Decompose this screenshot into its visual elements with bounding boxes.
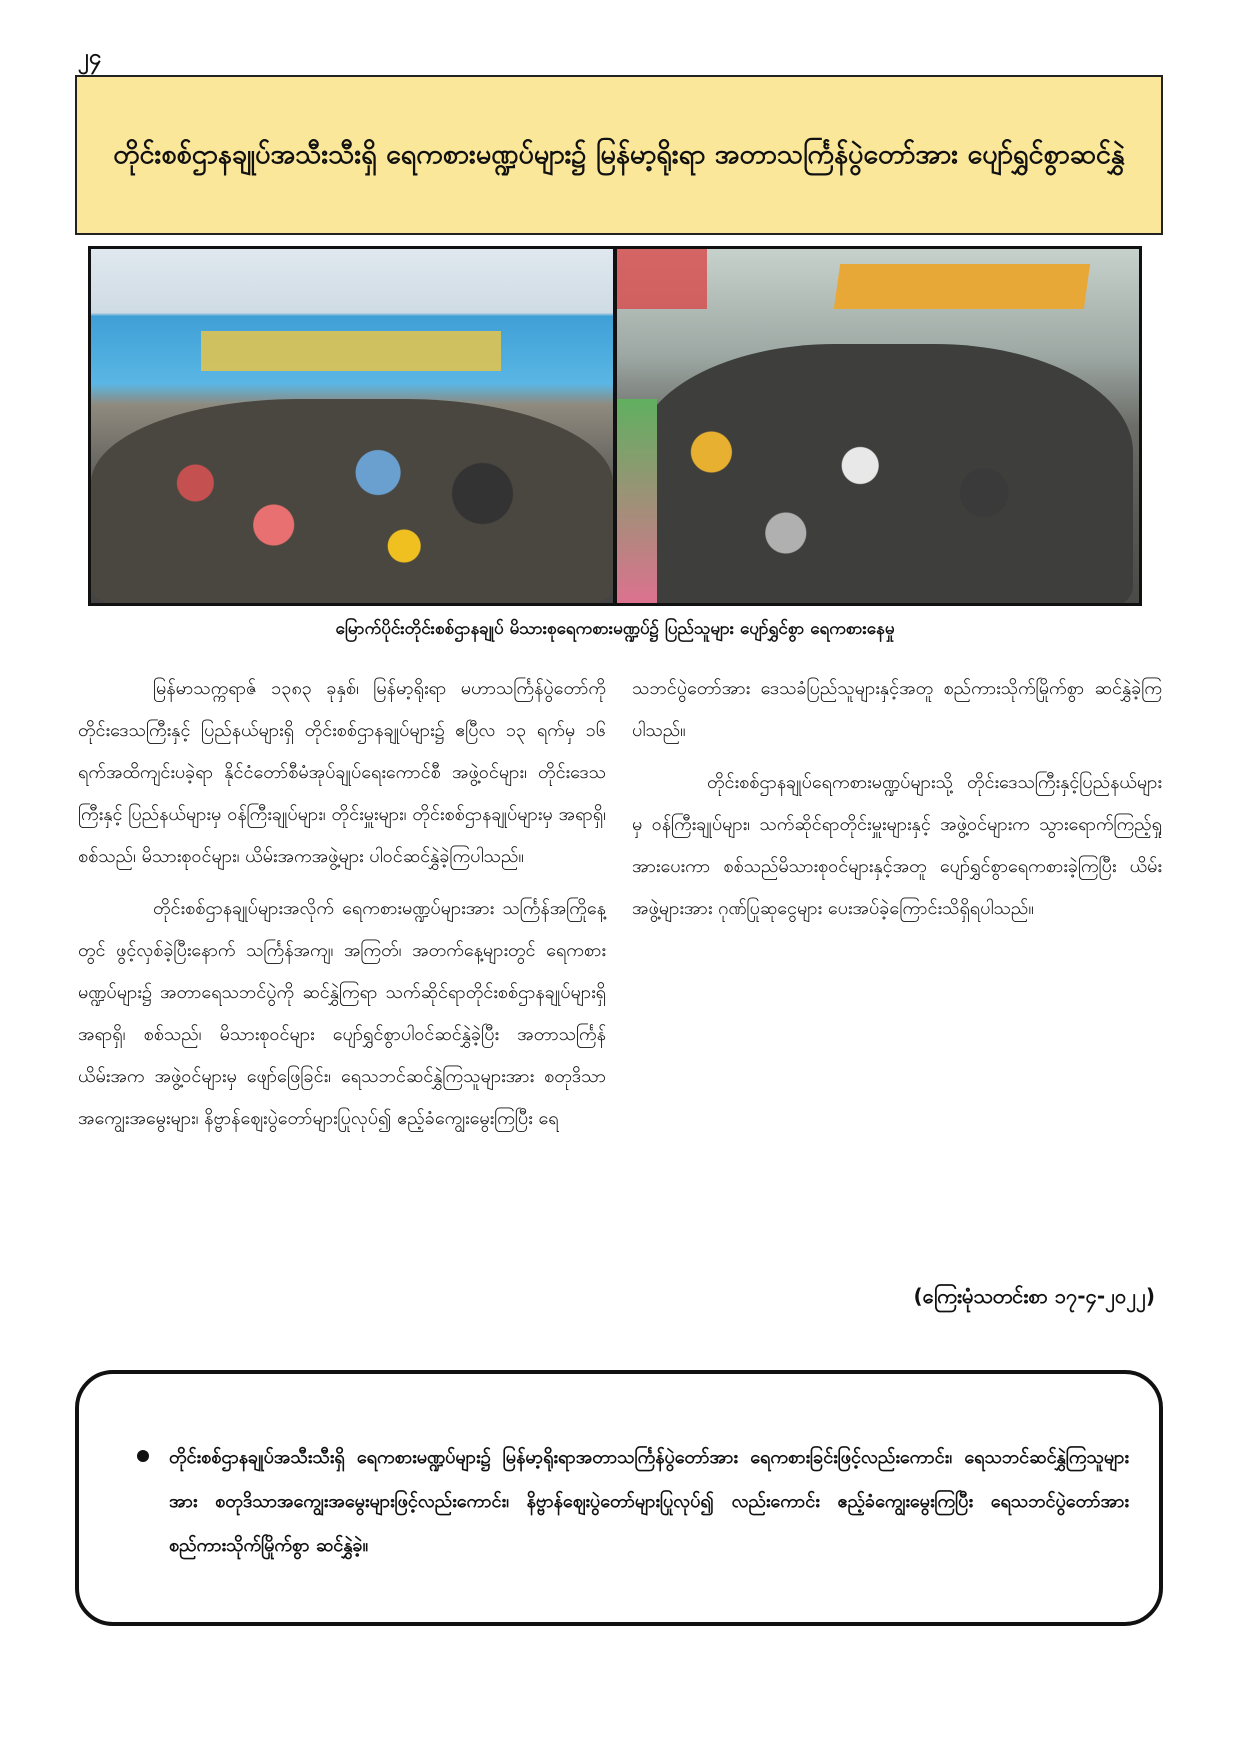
headline: တိုင်းစစ်ဌာနချုပ်အသီးသီးရှိ ရေကစားမဏ္ဍပ်များ၌ မြန်မာ့ရိုးရာ အတာသင်္ကြန်ပွဲတော်အား ပျော်ရွှင်စွာဆင်နွှဲ bbox=[113, 139, 1125, 170]
water-splash-photo bbox=[617, 249, 1139, 603]
article-column-left bbox=[78, 668, 606, 1150]
news-source: (ကြေးမုံသတင်းစာ ၁၇-၄-၂၀၂၂) bbox=[913, 1284, 1155, 1308]
bullet-icon bbox=[137, 1450, 149, 1462]
article-paragraph: မြန်မာသက္ကရာဇ် ၁၃၈၃ ခုနှစ်၊ မြန်မာ့ရိုးရာ မဟာသင်္ကြန်ပွဲတော်ကို တိုင်းဒေသကြီးနှင့် ပြည်နယ်များရှိ တိုင်းစစ်ဌာနချုပ်များ၌ ဧပြီလ ၁၃ ရက်မှ ၁၆ ရက်အထိကျင်းပခဲ့ရာ နိုင်ငံတော်စီမံအုပ်ချုပ်ရေးကောင်စီ အဖွဲ့ဝင်များ၊ တိုင်းဒေသကြီးနှင့် ပြည်နယ်များမှ ဝန်ကြီးချုပ်များ၊ တိုင်းမှူးများ၊ တိုင်းစစ်ဌာနချုပ်များမှ အရာရှိ၊ စစ်သည်၊ မိသားစုဝင်များ၊ ယိမ်းအကအဖွဲ့များ ပါဝင်ဆင်နွှဲခဲ့ကြပါသည်။ bbox=[78, 678, 606, 867]
summary-item bbox=[137, 1436, 1129, 1568]
summary-box bbox=[75, 1370, 1163, 1626]
article-paragraph: သဘင်ပွဲတော်အား ဒေသခံပြည်သူများနှင့်အတူ စည်ကားသိုက်မြိုက်စွာ ဆင်နွှဲခဲ့ကြပါသည်။ bbox=[632, 678, 1162, 741]
headline-box bbox=[75, 75, 1163, 235]
page-number: ၂၄ bbox=[78, 45, 102, 70]
photo-caption: မြောက်ပိုင်းတိုင်းစစ်ဌာနချုပ် မိသားစုရေကစားမဏ္ဍပ်၌ ပြည်သူများ ပျော်ရွှင်စွာ ရေကစားနေမှု bbox=[335, 619, 895, 639]
article-paragraph: တိုင်းစစ်ဌာနချုပ်များအလိုက် ရေကစားမဏ္ဍပ်များအား သင်္ကြန်အကြိုနေ့တွင် ဖွင့်လှစ်ခဲ့ပြီးနောက် သင်္ကြန်အကျ၊ အကြတ်၊ အတက်နေ့များတွင် ရေကစားမဏ္ဍပ်များ၌ အတာရေသဘင်ပွဲကို ဆင်နွှဲကြရာ သက်ဆိုင်ရာတိုင်းစစ်ဌာနချုပ်များရှိ အရာရှိ၊ စစ်သည်၊ မိသားစုဝင်များ ပျော်ရွှင်စွာပါဝင်ဆင်နွှဲခဲ့ပြီး အတာသင်္ကြန်ယိမ်းအက အဖွဲ့ဝင်များမှ ဖျော်ဖြေခြင်း၊ ရေသဘင်ဆင်နွှဲကြသူများအား စတုဒိသာအကျွေးအမွေးများ၊ နိဗ္ဗာန်ဈေးပွဲတော်များပြုလုပ်၍ ဧည့်ခံကျွေးမွေးကြပြီး ရေ bbox=[78, 898, 606, 1129]
article-column-right bbox=[632, 668, 1162, 940]
photo-pair bbox=[88, 246, 1142, 606]
article-paragraph: တိုင်းစစ်ဌာနချုပ်ရေကစားမဏ္ဍပ်များသို့ တိုင်းဒေသကြီးနှင့်ပြည်နယ်များမှ ဝန်ကြီးချုပ်များ၊ သက်ဆိုင်ရာတိုင်းမှူးများနှင့် အဖွဲ့ဝင်များက သွားရောက်ကြည့်ရှုအားပေးကာ စစ်သည်မိသားစုဝင်များနှင့်အတူ ပျော်ရွှင်စွာရေကစားခဲ့ကြပြီး ယိမ်းအဖွဲ့များအား ဂုဏ်ပြုဆုငွေများ ပေးအပ်ခဲ့ကြောင်းသိရှိရပါသည်။ bbox=[632, 772, 1162, 919]
summary-text: တိုင်းစစ်ဌာနချုပ်အသီးသီးရှိ ရေကစားမဏ္ဍပ်များ၌ မြန်မာ့ရိုးရာအတာသင်္ကြန်ပွဲတော်အား ရေကစားခြင်းဖြင့်လည်းကောင်း၊ ရေသဘင်ဆင်နွှဲကြသူများအား စတုဒိသာအကျွေးအမွေးများဖြင့်လည်းကောင်း၊ နိဗ္ဗာန်ဈေးပွဲတော်များပြုလုပ်၍ လည်းကောင်း ဧည့်ခံကျွေးမွေးကြပြီး ရေသဘင်ပွဲတော်အား စည်ကားသိုက်မြိုက်စွာ ဆင်နွှဲခဲ့။ bbox=[169, 1447, 1129, 1556]
stage-crowd-photo bbox=[91, 249, 613, 603]
